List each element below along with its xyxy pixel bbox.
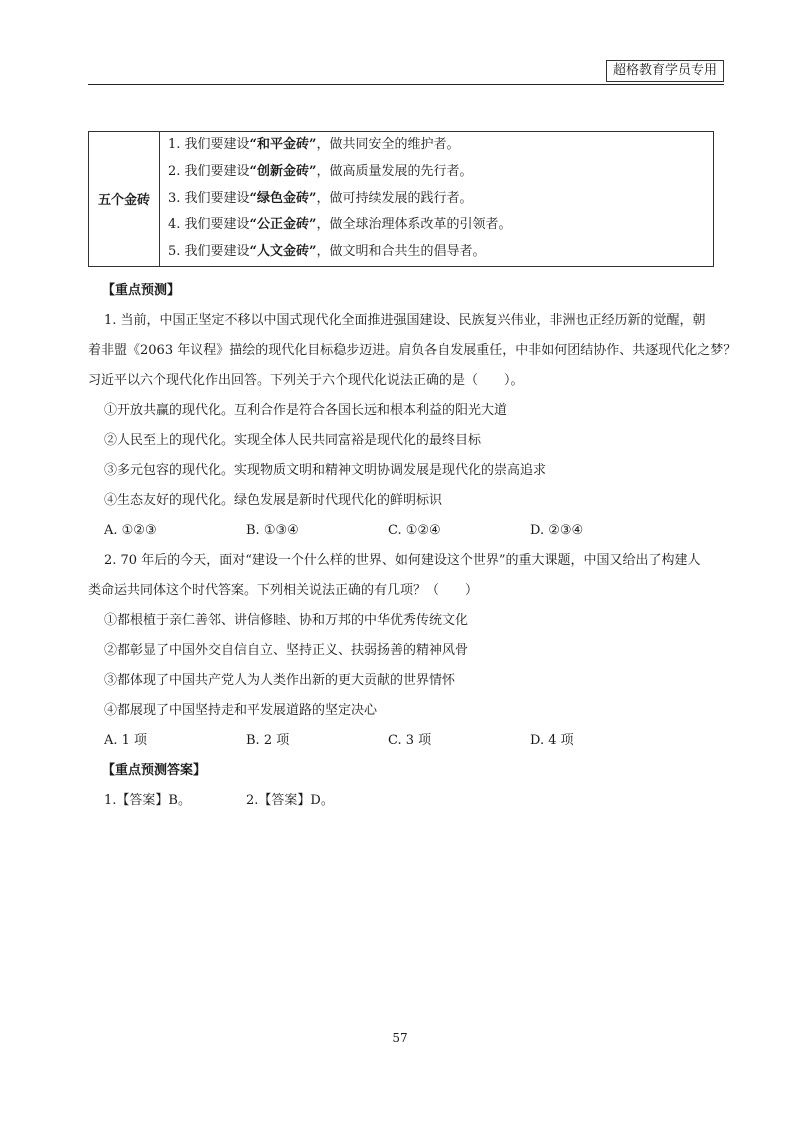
page-number: 57 <box>392 1031 408 1045</box>
answers-line <box>88 786 724 816</box>
q2-text-line: 类命运共同体这个时代答案。下列相关说法正确的有几项？（ ） <box>88 583 479 598</box>
q1-statement: ②人民至上的现代化。实现全体人民共同富裕是现代化的最终目标 <box>104 433 482 448</box>
q1-text-line: 习近平以六个现代化作出回答。下列关于六个现代化说法正确的是（ ）。 <box>88 373 524 388</box>
q1-statement: ④生态友好的现代化。绿色发展是新时代现代化的鲜明标识 <box>104 493 443 508</box>
table-items-cell <box>160 132 714 267</box>
q2-option-c: C. 3 项 <box>388 733 432 748</box>
prediction-heading: 【重点预测】 <box>102 283 181 298</box>
q2-option-a: A. 1 项 <box>104 733 148 748</box>
answer-2: 2.【答案】D。 <box>246 793 334 808</box>
user-only-badge: 超格教育学员专用 <box>606 60 724 82</box>
q1-option-b: B. ①③④ <box>246 523 299 538</box>
q2-text-line: 2. 70 年后的今天，面对“建设一个什么样的世界、如何建设这个世界”的重大课题，中国又给出了构建人 <box>104 553 701 568</box>
answers-heading: 【重点预测答案】 <box>102 763 207 778</box>
q2-options <box>88 726 724 756</box>
table-item: 1. 我们要建设“和平金砖”，做共同安全的维护者。 <box>168 137 460 152</box>
q1-options <box>88 516 724 546</box>
q1-text-line: 着非盟《2063 年议程》描绘的现代化目标稳步迈进。肩负各自发展重任，中非如何团结协作、共逐现代化之梦？ <box>88 343 737 358</box>
header-rule <box>88 84 724 85</box>
table-item: 3. 我们要建设“绿色金砖”，做可持续发展的践行者。 <box>168 190 473 206</box>
q2-option-d: D. 4 项 <box>530 733 574 748</box>
q2-statement: ①都根植于亲仁善邻、讲信修睦、协和万邦的中华优秀传统文化 <box>104 613 469 628</box>
q2-statement: ②都彰显了中国外交自信自立、坚持正义、扶弱扬善的精神风骨 <box>104 643 469 658</box>
table-row-label: 五个金砖 <box>89 132 160 267</box>
q1-option-d: D. ②③④ <box>530 523 584 538</box>
table-item: 2. 我们要建设“创新金砖”，做高质量发展的先行者。 <box>168 163 473 179</box>
q2-statement: ④都展现了中国坚持走和平发展道路的坚定决心 <box>104 703 378 718</box>
q1-option-a: A. ①②③ <box>104 523 157 538</box>
q1-text-line: 1. 当前，中国正坚定不移以中国式现代化全面推进强国建设、民族复兴伟业，非洲也正经历新的觉醒，朝 <box>104 313 706 328</box>
five-bricks-table <box>88 131 714 267</box>
q2-statement: ③都体现了中国共产党人为人类作出新的更大贡献的世界情怀 <box>104 673 456 688</box>
table-item: 4. 我们要建设“公正金砖”，做全球治理体系改革的引领者。 <box>168 217 512 233</box>
table-item: 5. 我们要建设“人文金砖”，做文明和合共生的倡导者。 <box>168 244 486 260</box>
q1-statement: ③多元包容的现代化。实现物质文明和精神文明协调发展是现代化的崇高追求 <box>104 463 547 478</box>
q2-option-b: B. 2 项 <box>246 733 290 748</box>
q1-option-c: C. ①②④ <box>388 523 441 538</box>
answer-1: 1.【答案】B。 <box>104 793 191 808</box>
q1-statement: ①开放共赢的现代化。互利合作是符合各国长远和根本利益的阳光大道 <box>104 403 508 418</box>
prediction-section <box>88 276 737 816</box>
